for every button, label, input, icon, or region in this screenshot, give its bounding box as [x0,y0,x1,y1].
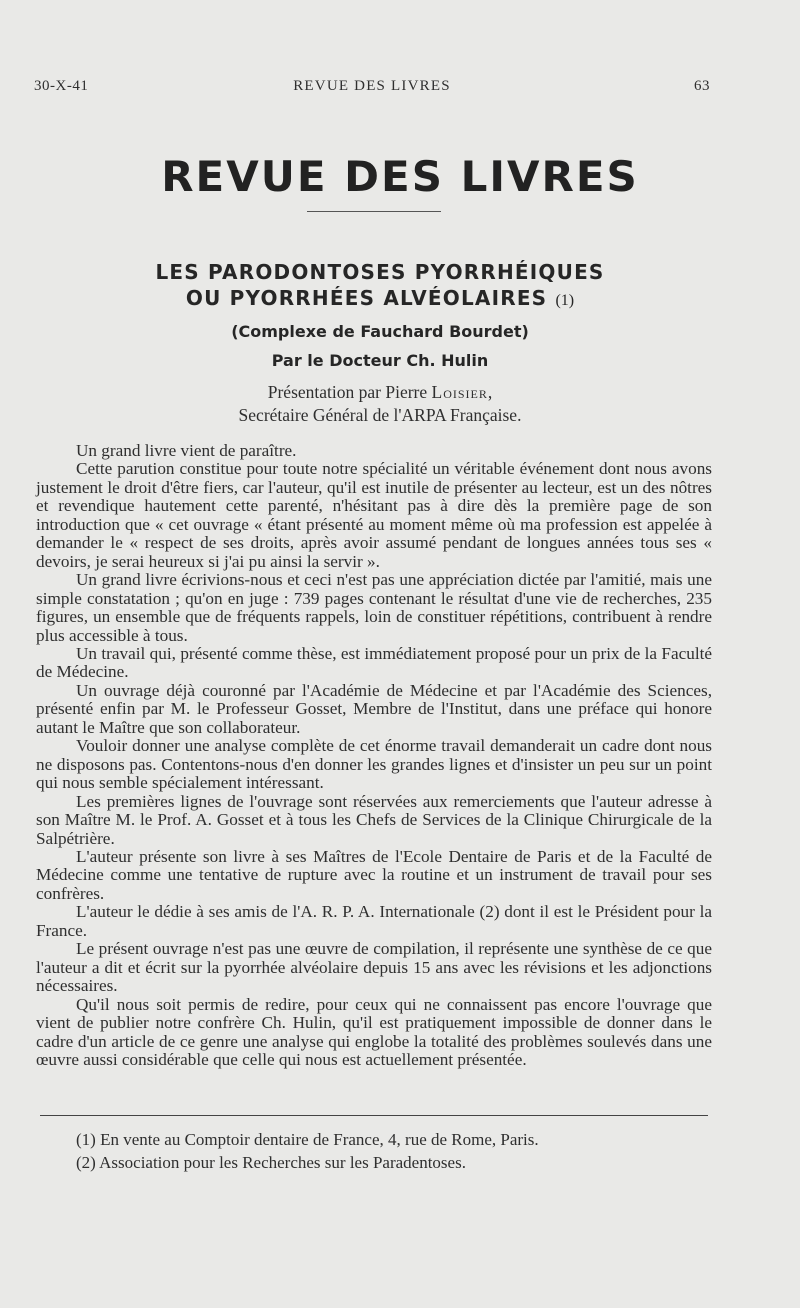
presenter-prefix: Présentation par Pierre [267,382,428,402]
title-rule [307,211,441,212]
paragraph: L'auteur le dédie à ses amis de l'A. R. P. A. Internationale (2) dont il est le Président pour la France. [36,902,712,940]
footnote-ref-1: (1) [555,292,575,309]
article-title-line2-text: OU PYORRHÉES ALVÉOLAIRES [185,286,548,310]
article-title-line2 [0,286,760,310]
paragraph: Un ouvrage déjà couronné par l'Académie de Médecine et par l'Académie des Sciences, présenté enfin par M. le Professeur Gosset, Membre de l'Institut, dans une préface qui honore autant le Maître que son collaborateur. [36,680,712,737]
footnotes [76,1128,716,1174]
page-number: 63 [694,78,710,94]
paragraph: Qu'il nous soit permis de redire, pour ceux qui ne connaissent pas encore l'ouvrage que vient de publier notre confrère Ch. Hulin, qu'il est pratiquement impossible de donner dans le cadre d'un article de ce genre une analyse qui englobe la totalité des problèmes soulevés dans une œuvre aussi considérable que celle qui nous est actuellement présentée. [36,994,712,1069]
article-author: Par le Docteur Ch. Hulin [271,351,489,370]
presenter-role: Secrétaire Général de l'ARPA Française. [238,405,522,425]
footnote-2: (2) Association pour les Recherches sur les Paradentoses. [76,1153,466,1172]
paragraph: Un grand livre vient de paraître. [76,441,297,460]
running-head-date: 30-X-41 [34,78,89,94]
paragraph: L'auteur présente son livre à ses Maîtres de l'Ecole Dentaire de Paris et de la Faculté de Médecine comme une tentative de rupture avec la routine et un instrument de travail pour ses confrères. [36,846,712,903]
running-head-section: REVUE DES LIVRES [293,78,451,94]
footnote-1: (1) En vente au Comptoir dentaire de France, 4, rue de Rome, Paris. [76,1130,539,1149]
presenter-line [0,382,760,403]
footnote-rule [40,1115,708,1116]
article-title-line1: LES PARODONTOSES PYORRHÉIQUES [155,260,605,284]
paragraph: Cette parution constitue pour toute notre spécialité un véritable événement dont nous avons justement le droit d'être fiers, car l'auteur, qu'il est inutile de présenter au lecteur, est un des nôtres et revendique hautement cette parenté, n'hésitant pas à dire dès la première page de son introduction que « cet ouvrage « étant présenté au moment même où ma profession est appelée à demander le « respect de ses droits, après avoir assumé pendant de longues années tous ses « devoirs, je serai heureux si j'ai pu ainsi la servir ». [36,459,712,571]
paragraph: Un travail qui, présenté comme thèse, est immédiatement proposé pour un prix de la Faculté de Médecine. [36,643,712,682]
presenter-suffix: , [487,382,493,402]
article-subtitle: (Complexe de Fauchard Bourdet) [231,322,529,341]
presenter-name: Loisier [431,382,488,402]
page-title: REVUE DES LIVRES [161,152,639,201]
paragraph: Vouloir donner une analyse complète de cet énorme travail demanderait un cadre dont nous ne disposons pas. Contentons-nous d'en donner les grandes lignes et d'insister un peu sur un point qui nous semble spécialement intéressant. [36,736,712,793]
paragraph: Le présent ouvrage n'est pas une œuvre de compilation, il représente une synthèse de ce que l'auteur a dit et écrit sur la pyorrhée alvéolaire depuis 15 ans avec les révisions et les adjonctions nécessaires. [36,939,712,996]
paragraph: Les premières lignes de l'ouvrage sont réservées aux remerciements que l'auteur adresse à son Maître M. le Prof. A. Gosset et à tous les Chefs de Services de la Clinique Chirurgicale de la Salpétrière. [36,791,712,848]
running-head [34,78,710,102]
article-body [36,442,712,1069]
paragraph: Un grand livre écrivions-nous et ceci n'est pas une appréciation dictée par l'amitié, mais une simple constatation ; qu'on en juge : 739 pages contenant le résultat d'une vie de recherches, 235 figures, un ensemble que de fréquents rappels, loin de constituer répétitions, contribuent à rendre plus accessible à tous. [36,570,712,645]
